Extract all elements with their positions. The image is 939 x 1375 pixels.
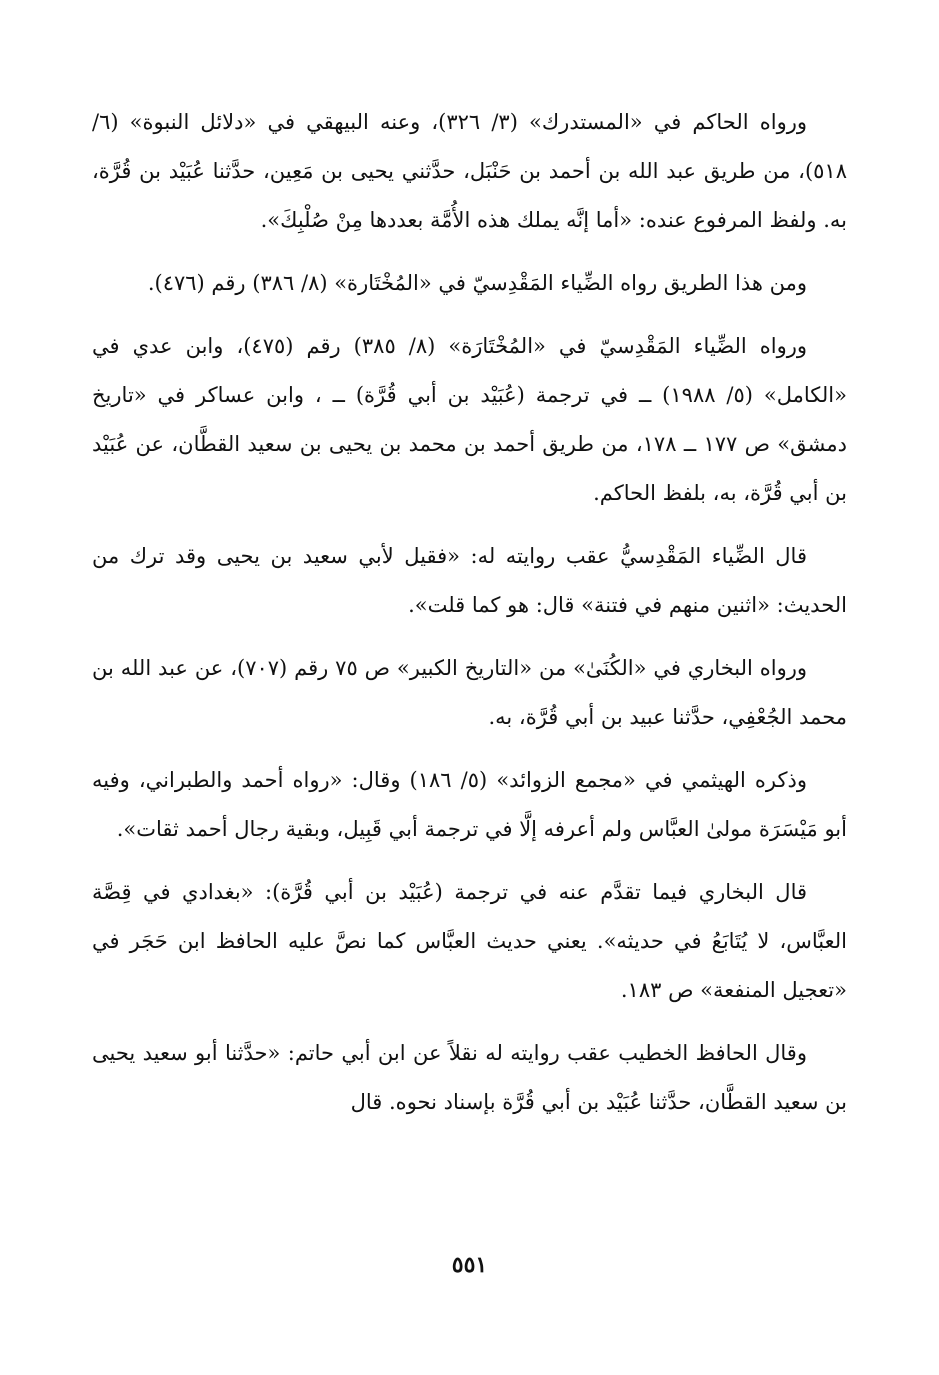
paragraph-bukhari-kuna: ورواه البخاري في «الكُنَىٰ» من «التاريخ الكبير» ص ٧٥ رقم (٧٠٧)، عن عبد الله بن محمد الجُعْفِي، حدَّثنا عبيد بن أبي قُرَّة، به. [92, 656, 847, 729]
paragraph-diya-mukhtara-386: ومن هذا الطريق رواه الضِّياء المَقْدِسيّ في «المُخْتَارة» (٨/ ٣٨٦) رقم (٤٧٦). [147, 271, 807, 295]
paragraph-haythami-majma: وذكره الهيثمي في «مجمع الزوائد» (٥/ ١٨٦) وقال: «رواه أحمد والطبراني، وفيه أبو مَيْسَرَة مولىٰ العبَّاس ولم أعرفه إلَّا في ترجمة أبي قَبِيل، وبقية رجال أحمد ثقات». [92, 768, 847, 841]
paragraph-bukhari-tarjama: قال البخاري فيما تقدَّم عنه في ترجمة (عُبَيْد بن أبي قُرَّة): «بغدادي في قِصَّة العبَّاس، لا يُتَابَعُ في حديثه». يعني حديث العبَّاس كما نصَّ عليه الحافظ ابن حَجَر في «تعجيل المنفعة» ص ١٨٣. [92, 880, 847, 1002]
paragraph-diya-comment: قال الضِّياء المَقْدِسيُّ عقب روايته له: «فقيل لأبي سعيد بن يحيى وقد ترك من الحديث: «اثنين منهم في فتنة» قال: هو كما قلت». [92, 544, 847, 617]
page-body-text [92, 98, 847, 1127]
page-number: ٥٥١ [451, 1252, 488, 1278]
paragraph-diya-mukhtara-385: ورواه الضِّياء المَقْدِسيّ في «المُخْتَارَة» (٨/ ٣٨٥) رقم (٤٧٥)، وابن عدي في «الكامل» (٥/ ١٩٨٨) ــ في ترجمة (عُبَيْد بن أبي قُرَّة) ــ ، وابن عساكر في «تاريخ دمشق» ص ١٧٧ ــ ١٧٨، من طريق أحمد بن محمد بن يحيى بن سعيد القطَّان، عن عُبَيْد بن أبي قُرَّة، به، بلفظ الحاكم. [92, 334, 847, 505]
paragraph-hakim-mustadrak: ورواه الحاكم في «المستدرك» (٣/ ٣٢٦)، وعنه البيهقي في «دلائل النبوة» (٦/ ٥١٨)، من طريق عبد الله بن أحمد بن حَنْبَل، حدَّثني يحيى بن مَعِين، حدَّثنا عُبَيْد بن قُرَّة، به. ولفظ المرفوع عنده: «أما إنَّه يملك هذه الأُمَّة بعددها مِنْ صُلْبِكَ». [92, 110, 847, 232]
paragraph-khatib: وقال الحافظ الخطيب عقب روايته له نقلاً عن ابن أبي حاتم: «حدَّثنا أبو سعيد يحيى بن سعيد القطَّان، حدَّثنا عُبَيْد بن أبي قُرَّة بإسناد نحوه. قال [92, 1041, 847, 1114]
